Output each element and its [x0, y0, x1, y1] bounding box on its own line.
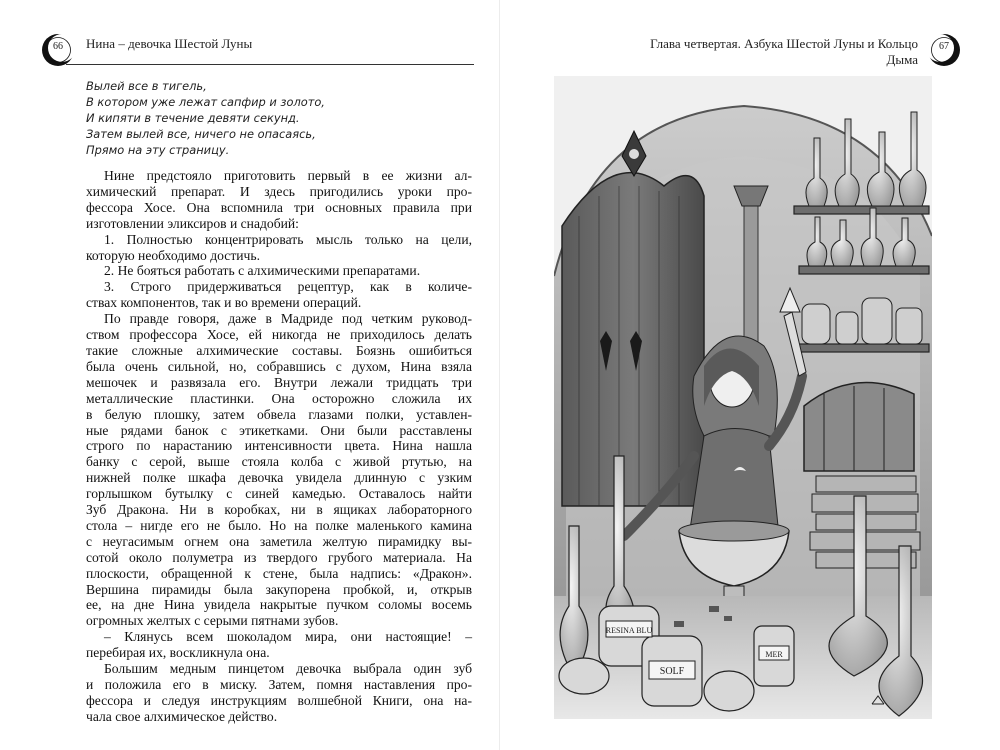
text-line: в белую плошку, затем обвела глазами полки, уставлен- — [86, 406, 472, 422]
text-line: ствах компонентов, так и во времени операций. — [86, 295, 362, 311]
text-line: нижней полке шкафа девочка увидела длинную с узким — [86, 470, 472, 486]
text-line: сотой около полуметра из твердого грубого материала. На — [86, 549, 472, 565]
text-line: По правде говоря, даже в Мадриде под четким руковод- — [104, 311, 472, 327]
text-line: – Клянусь всем шоколадом мира, они настоящие! – — [104, 629, 472, 645]
verse-line: И кипяти в течение девяти секунд. — [86, 111, 300, 125]
text-line: горлышком бутылку с синей камедью. Оставалось найти — [86, 486, 472, 502]
text-line: перебирая их, воскликнула она. — [86, 645, 270, 661]
text-line: ее, на дне Нина увидела накрытые пучком соломы восемь — [86, 597, 472, 613]
text-line: Нине предстояло приготовить первый в ее жизни ал- — [104, 168, 472, 183]
page-number-right: 67 — [939, 41, 949, 52]
verse-line: Прямо на эту страницу. — [86, 143, 230, 157]
label-resina-blu: RESINA BLU — [605, 626, 653, 635]
text-line: и положила его в миску. Затем, помня наставления про- — [86, 677, 472, 692]
text-line: фессора и следуя инструкциям волшебной Книги, она на- — [86, 692, 472, 708]
text-line: ством профессора Хосе, ей никогда не приходилось делать — [86, 327, 472, 343]
text-line: фессора Хосе. Она вспомнила три основных правила при — [86, 199, 472, 215]
page-number-left: 66 — [53, 41, 63, 52]
text-line: строго по нарастанию интенсивности цвета. Нина нашла — [86, 438, 472, 454]
header-rule-left — [66, 64, 474, 65]
text-line: мешочек и развязала его. Внутри лежали тридцать три — [86, 374, 472, 390]
text-line: Большим медным пинцетом девочка выбрала один зуб — [104, 661, 472, 677]
text-line: изготовлении эликсиров и снадобий: — [86, 215, 299, 231]
body-text — [86, 168, 472, 725]
text-line: 3. Строго придерживаться рецептур, как в количе- — [104, 279, 472, 295]
text-line: банку с серой, выше стояла колба с живой ртутью, на — [86, 454, 472, 470]
text-line: Зуб Дракона. Ни в коробках, ни в ящиках лабораторного — [86, 502, 472, 518]
text-line: огромных желтых с серыми пятнами зубов. — [86, 613, 339, 629]
text-line: была очень сильной, но, собравшись с духом, Нина взяла — [86, 358, 472, 374]
text-line: ные рядами банок с этикетками. Они были расставлены — [86, 422, 472, 438]
text-line: чала свое алхимическое действо. — [86, 708, 278, 724]
epigraph-verse — [86, 78, 466, 158]
alchemy-lab-illustration — [554, 76, 932, 719]
text-line: с неугасимым огнем она заметила желтую пирамидку вы- — [86, 533, 472, 549]
text-line: 2. Не бояться работать с алхимическими препаратами. — [104, 263, 421, 279]
text-line: химический препарат. И здесь пригодились уроки про- — [86, 183, 472, 199]
verse-line: Вылей все в тигель, — [86, 79, 207, 93]
label-solf: SOLF — [659, 666, 685, 677]
text-line: такие сложные алхимические составы. Боязнь ошибиться — [86, 342, 472, 358]
text-line: плоскости, обращенной к стене, была надпись: «Дракон». — [86, 565, 472, 581]
text-line: металлические пластинки. Она осторожно сложила их — [86, 390, 472, 406]
text-line: которую необходимо достичь. — [86, 247, 260, 263]
running-head-left: Нина – девочка Шестой Луны — [86, 36, 253, 51]
text-line: Вершина пирамиды была закупорена пробкой, и, открыв — [86, 581, 472, 597]
running-head-right: Глава четвертая. Азбука Шестой Луны и Кольцо Дыма — [650, 36, 918, 67]
verse-line: В котором уже лежат сапфир и золото, — [86, 95, 325, 109]
text-line: стола – нигде его не было. Но на полке маленького камина — [86, 517, 472, 533]
label-mer: MER — [765, 650, 783, 659]
verse-line: Затем вылей все, ничего не опасаясь, — [86, 127, 316, 141]
text-line: 1. Полностью концентрировать мысль только на цели, — [104, 231, 472, 247]
